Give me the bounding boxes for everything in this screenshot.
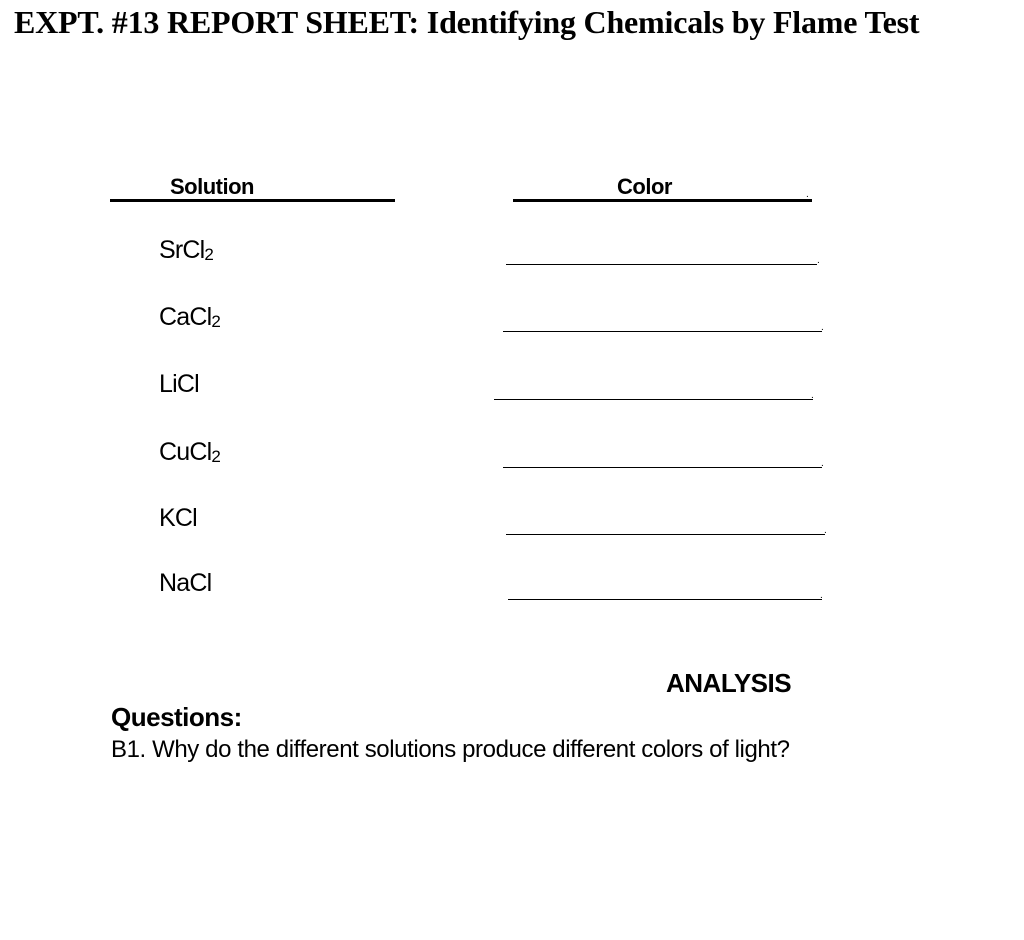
- analysis-heading: ANALYSIS: [666, 668, 792, 698]
- blank-period: .: [817, 255, 820, 266]
- report-title: EXPT. #13 REPORT SHEET: Identifying Chemicals by Flame Test: [14, 4, 920, 40]
- blank-period: .: [820, 590, 823, 601]
- blank-period: .: [811, 390, 814, 401]
- color-answer-blank-cacl2[interactable]: [503, 331, 822, 332]
- blank-period: .: [821, 322, 824, 333]
- blank-period: .: [824, 525, 827, 536]
- question-b1: B1. Why do the different solutions produce different colors of light?: [111, 736, 790, 763]
- solution-column-header: Solution: [170, 174, 254, 199]
- header-period: .: [806, 189, 809, 200]
- solution-label-kcl: KCl: [159, 504, 197, 532]
- color-answer-blank-kcl[interactable]: [506, 534, 825, 535]
- solution-label-cacl2: CaCl$_2$: [159, 303, 221, 331]
- blank-period: .: [821, 458, 824, 469]
- solution-label-cucl2: CuCl$_2$: [159, 438, 221, 466]
- color-answer-blank-srcl2[interactable]: [506, 264, 817, 265]
- questions-heading: Questions:: [111, 702, 242, 732]
- solution-header-underline: [110, 199, 395, 202]
- color-answer-blank-licl[interactable]: [494, 399, 813, 400]
- color-header-underline: [513, 199, 812, 202]
- color-answer-blank-nacl[interactable]: [508, 599, 822, 600]
- solution-label-srcl2: SrCl$_2$: [159, 236, 214, 264]
- solution-label-licl: LiCl: [159, 370, 199, 398]
- color-answer-blank-cucl2[interactable]: [503, 467, 822, 468]
- color-column-header: Color: [617, 174, 672, 199]
- solution-label-nacl: NaCl: [159, 569, 212, 597]
